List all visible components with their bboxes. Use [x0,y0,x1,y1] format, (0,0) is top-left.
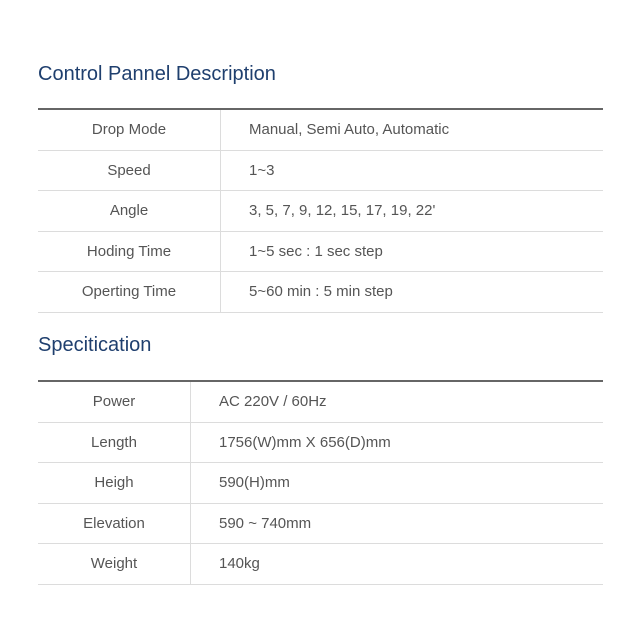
row-label: Angle [38,191,221,232]
row-value: 590(H)mm [191,463,604,504]
row-label: Hoding Time [38,231,221,272]
table-row [38,544,603,585]
row-value: 140kg [191,544,604,585]
row-label: Drop Mode [38,109,221,150]
row-value: 590 ~ 740mm [191,503,604,544]
table-row [38,109,603,150]
row-label: Heigh [38,463,191,504]
specification-title: Specitication [38,334,152,356]
row-label: Elevation [38,503,191,544]
table-row [38,503,603,544]
row-value: 1~5 sec : 1 sec step [221,231,604,272]
row-value: AC 220V / 60Hz [191,381,604,422]
row-value: 1756(W)mm X 656(D)mm [191,422,604,463]
row-label: Operting Time [38,272,221,313]
table-row [38,272,603,313]
row-label: Power [38,381,191,422]
row-label: Speed [38,150,221,191]
row-label: Weight [38,544,191,585]
table-row [38,231,603,272]
table-row [38,191,603,232]
row-value: 5~60 min : 5 min step [221,272,604,313]
specification-table [38,380,603,585]
table-row [38,422,603,463]
table-row [38,150,603,191]
control-panel-table [38,108,603,313]
table-row [38,381,603,422]
row-value: Manual, Semi Auto, Automatic [221,109,604,150]
row-value: 1~3 [221,150,604,191]
row-label: Length [38,422,191,463]
table-row [38,463,603,504]
control-panel-title: Control Pannel Description [38,63,276,85]
row-value: 3, 5, 7, 9, 12, 15, 17, 19, 22' [221,191,604,232]
